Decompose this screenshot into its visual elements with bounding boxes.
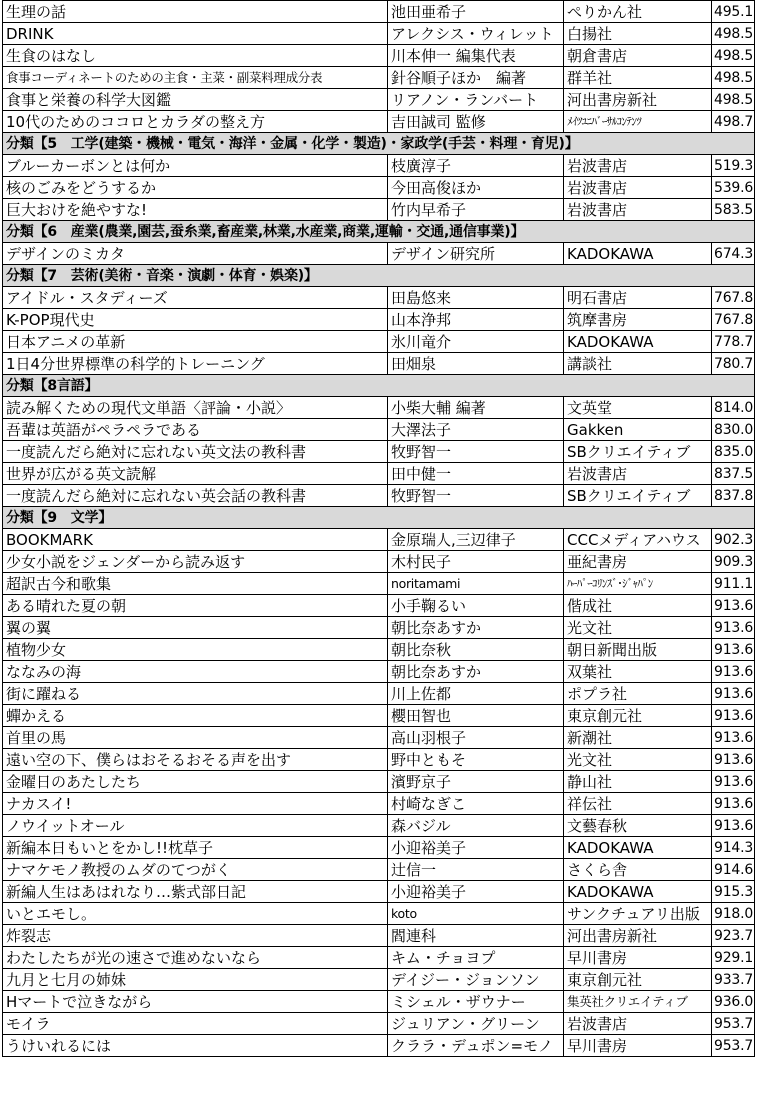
book-title-cell: 吾輩は英語がペラペラである xyxy=(3,419,388,441)
book-title-cell: 新編人生はあはれなり…紫式部日記 xyxy=(3,881,388,903)
book-publisher-cell: ぺりかん社 xyxy=(564,1,712,23)
book-ndc-number-cell: 498.5 xyxy=(712,23,755,45)
book-ndc-number-cell: 913.6 xyxy=(712,749,755,771)
book-title-cell: ある晴れた夏の朝 xyxy=(3,595,388,617)
book-ndc-number-cell: 778.7 xyxy=(712,331,755,353)
book-author-cell: 櫻田智也 xyxy=(388,705,564,727)
book-publisher-cell: KADOKAWA xyxy=(564,243,712,265)
book-publisher-cell: KADOKAWA xyxy=(564,837,712,859)
book-author-cell: 田畑泉 xyxy=(388,353,564,375)
book-publisher-cell: 岩波書店 xyxy=(564,155,712,177)
book-author-cell: デイジー・ジョンソン xyxy=(388,969,564,991)
book-ndc-number-cell: 837.8 xyxy=(712,485,755,507)
book-ndc-number-cell: 913.6 xyxy=(712,595,755,617)
book-row xyxy=(3,551,755,573)
book-row xyxy=(3,749,755,771)
book-row xyxy=(3,661,755,683)
book-publisher-cell: 朝倉書店 xyxy=(564,45,712,67)
book-ndc-number-cell: 767.8 xyxy=(712,287,755,309)
book-title-cell: 生食のはなし xyxy=(3,45,388,67)
book-title-cell: うけいれるには xyxy=(3,1035,388,1057)
book-title-cell: デザインのミカタ xyxy=(3,243,388,265)
book-title-cell: 遠い空の下、僕らはおそるおそる声を出す xyxy=(3,749,388,771)
book-author-cell: 朝比奈秋 xyxy=(388,639,564,661)
book-author-cell: koto xyxy=(388,903,564,925)
category-header-row xyxy=(3,265,755,287)
book-ndc-number-cell: 911.1 xyxy=(712,573,755,595)
book-ndc-number-cell: 918.0 xyxy=(712,903,755,925)
book-title-cell: 炸裂志 xyxy=(3,925,388,947)
book-title-cell: BOOKMARK xyxy=(3,529,388,551)
book-publisher-cell: 偕成社 xyxy=(564,595,712,617)
book-publisher-cell: サンクチュアリ出版 xyxy=(564,903,712,925)
book-row xyxy=(3,111,755,133)
book-ndc-number-cell: 953.7 xyxy=(712,1035,755,1057)
book-row xyxy=(3,463,755,485)
book-ndc-number-cell: 914.6 xyxy=(712,859,755,881)
book-row xyxy=(3,287,755,309)
book-publisher-cell: 集英社クリエイティブ xyxy=(564,991,712,1013)
book-ndc-number-cell: 915.3 xyxy=(712,881,755,903)
book-row xyxy=(3,683,755,705)
book-title-cell: 一度読んだら絶対に忘れない英文法の教科書 xyxy=(3,441,388,463)
book-row xyxy=(3,617,755,639)
book-author-cell: アレクシス・ウィレット xyxy=(388,23,564,45)
book-row xyxy=(3,573,755,595)
book-row xyxy=(3,353,755,375)
book-row xyxy=(3,441,755,463)
book-row xyxy=(3,991,755,1013)
book-title-cell: 巨大おけを絶やすな! xyxy=(3,199,388,221)
book-author-cell: 辻信一 xyxy=(388,859,564,881)
book-title-cell: アイドル・スタディーズ xyxy=(3,287,388,309)
book-publisher-cell: 岩波書店 xyxy=(564,199,712,221)
book-author-cell: 今田高俊ほか xyxy=(388,177,564,199)
book-author-cell: 山本浄邦 xyxy=(388,309,564,331)
book-title-cell: 生理の話 xyxy=(3,1,388,23)
book-title-cell: ブルーカーボンとは何か xyxy=(3,155,388,177)
book-author-cell: noritamami xyxy=(388,573,564,595)
book-author-cell: 田中健一 xyxy=(388,463,564,485)
book-title-cell: 食事コーディネートのための主食・主菜・副菜料理成分表 xyxy=(3,67,388,89)
book-row xyxy=(3,969,755,991)
book-publisher-cell: 岩波書店 xyxy=(564,1013,712,1035)
book-author-cell: 濱野京子 xyxy=(388,771,564,793)
book-title-cell: 九月と七月の姉妹 xyxy=(3,969,388,991)
book-list-body xyxy=(3,1,755,1057)
book-publisher-cell: SBクリエイティブ xyxy=(564,441,712,463)
book-publisher-cell: KADOKAWA xyxy=(564,881,712,903)
book-ndc-number-cell: 498.5 xyxy=(712,67,755,89)
book-publisher-cell: SBクリエイティブ xyxy=(564,485,712,507)
category-header-row xyxy=(3,133,755,155)
book-ndc-number-cell: 913.6 xyxy=(712,705,755,727)
book-title-cell: 読み解くための現代文単語〈評論・小説〉 xyxy=(3,397,388,419)
book-row xyxy=(3,45,755,67)
book-author-cell: 金原瑞人,三辺律子 xyxy=(388,529,564,551)
book-publisher-cell: 静山社 xyxy=(564,771,712,793)
category-header-row xyxy=(3,507,755,529)
book-title-cell: 新編本日もいとをかし!!枕草子 xyxy=(3,837,388,859)
book-publisher-cell: 祥伝社 xyxy=(564,793,712,815)
book-author-cell: 川本伸一 編集代表 xyxy=(388,45,564,67)
book-ndc-number-cell: 498.5 xyxy=(712,45,755,67)
book-publisher-cell: 文英堂 xyxy=(564,397,712,419)
book-author-cell: 村崎なぎこ xyxy=(388,793,564,815)
book-title-cell: 蟬かえる xyxy=(3,705,388,727)
book-title-cell: モイラ xyxy=(3,1013,388,1035)
book-row xyxy=(3,947,755,969)
book-title-cell: 翼の翼 xyxy=(3,617,388,639)
book-title-cell: わたしたちが光の速さで進めないなら xyxy=(3,947,388,969)
book-publisher-cell: 双葉社 xyxy=(564,661,712,683)
book-ndc-number-cell: 498.7 xyxy=(712,111,755,133)
book-author-cell: リアノン・ランバート xyxy=(388,89,564,111)
category-header-row xyxy=(3,375,755,397)
book-publisher-cell: 筑摩書房 xyxy=(564,309,712,331)
book-author-cell: 牧野智一 xyxy=(388,485,564,507)
book-author-cell: キム・チョヨプ xyxy=(388,947,564,969)
book-publisher-cell: 光文社 xyxy=(564,617,712,639)
book-author-cell: 牧野智一 xyxy=(388,441,564,463)
book-title-cell: 植物少女 xyxy=(3,639,388,661)
book-title-cell: 少女小説をジェンダーから読み返す xyxy=(3,551,388,573)
book-row xyxy=(3,89,755,111)
book-title-cell: ノウイットオール xyxy=(3,815,388,837)
book-publisher-cell: CCCメディアハウス xyxy=(564,529,712,551)
book-title-cell: 超訳古今和歌集 xyxy=(3,573,388,595)
book-publisher-cell: 明石書店 xyxy=(564,287,712,309)
book-row xyxy=(3,859,755,881)
book-publisher-cell: ポプラ社 xyxy=(564,683,712,705)
book-ndc-number-cell: 929.1 xyxy=(712,947,755,969)
book-row xyxy=(3,309,755,331)
book-title-cell: 金曜日のあたしたち xyxy=(3,771,388,793)
book-row xyxy=(3,925,755,947)
book-author-cell: 朝比奈あすか xyxy=(388,617,564,639)
book-row xyxy=(3,331,755,353)
book-title-cell: いとエモし。 xyxy=(3,903,388,925)
book-publisher-cell: さくら舎 xyxy=(564,859,712,881)
book-title-cell: 食事と栄養の科学大図鑑 xyxy=(3,89,388,111)
category-label: 分類【5 工学(建築・機械・電気・海洋・金属・化学・製造)・家政学(手芸・料理・育児)】 xyxy=(3,133,755,155)
book-author-cell: 吉田誠司 監修 xyxy=(388,111,564,133)
book-ndc-number-cell: 837.5 xyxy=(712,463,755,485)
book-publisher-cell: 早川書房 xyxy=(564,947,712,969)
book-author-cell: 閻連科 xyxy=(388,925,564,947)
book-publisher-cell: 白揚社 xyxy=(564,23,712,45)
book-title-cell: 一度読んだら絶対に忘れない英会話の教科書 xyxy=(3,485,388,507)
book-row xyxy=(3,639,755,661)
book-publisher-cell: 亜紀書房 xyxy=(564,551,712,573)
book-publisher-cell: 早川書房 xyxy=(564,1035,712,1057)
category-label: 分類【9 文学】 xyxy=(3,507,755,529)
book-ndc-number-cell: 902.3 xyxy=(712,529,755,551)
book-author-cell: 木村民子 xyxy=(388,551,564,573)
book-row xyxy=(3,419,755,441)
book-author-cell: デザイン研究所 xyxy=(388,243,564,265)
book-row xyxy=(3,705,755,727)
book-ndc-number-cell: 814.0 xyxy=(712,397,755,419)
book-author-cell: 野中ともそ xyxy=(388,749,564,771)
book-title-cell: 首里の馬 xyxy=(3,727,388,749)
book-ndc-number-cell: 913.6 xyxy=(712,727,755,749)
book-ndc-number-cell: 923.7 xyxy=(712,925,755,947)
book-row xyxy=(3,881,755,903)
category-label: 分類【7 芸術(美術・音楽・演劇・体育・娯楽)】 xyxy=(3,265,755,287)
book-title-cell: 日本アニメの革新 xyxy=(3,331,388,353)
book-row xyxy=(3,1035,755,1057)
book-ndc-number-cell: 835.0 xyxy=(712,441,755,463)
book-row xyxy=(3,727,755,749)
book-title-cell: 世界が広がる英文読解 xyxy=(3,463,388,485)
book-ndc-number-cell: 936.0 xyxy=(712,991,755,1013)
book-row xyxy=(3,771,755,793)
book-ndc-number-cell: 539.6 xyxy=(712,177,755,199)
book-title-cell: 1日4分世界標準の科学的トレーニング xyxy=(3,353,388,375)
book-ndc-number-cell: 913.6 xyxy=(712,793,755,815)
book-publisher-cell: ﾊｰﾊﾟｰｺﾘﾝｽﾞ･ｼﾞｬﾊﾟﾝ xyxy=(564,573,712,595)
book-ndc-number-cell: 909.3 xyxy=(712,551,755,573)
book-publisher-cell: 新潮社 xyxy=(564,727,712,749)
book-row xyxy=(3,199,755,221)
book-row xyxy=(3,155,755,177)
book-ndc-number-cell: 830.0 xyxy=(712,419,755,441)
book-author-cell: クララ・デュポン=モノ xyxy=(388,1035,564,1057)
book-ndc-number-cell: 583.5 xyxy=(712,199,755,221)
book-ndc-number-cell: 913.6 xyxy=(712,771,755,793)
book-ndc-number-cell: 913.6 xyxy=(712,815,755,837)
book-row xyxy=(3,837,755,859)
book-title-cell: ナカスイ! xyxy=(3,793,388,815)
book-title-cell: 核のごみをどうするか xyxy=(3,177,388,199)
book-author-cell: 竹内早希子 xyxy=(388,199,564,221)
book-ndc-number-cell: 913.6 xyxy=(712,683,755,705)
book-title-cell: DRINK xyxy=(3,23,388,45)
book-ndc-number-cell: 780.7 xyxy=(712,353,755,375)
book-title-cell: ななみの海 xyxy=(3,661,388,683)
book-author-cell: 針谷順子ほか 編著 xyxy=(388,67,564,89)
book-author-cell: 高山羽根子 xyxy=(388,727,564,749)
book-row xyxy=(3,243,755,265)
book-ndc-number-cell: 953.7 xyxy=(712,1013,755,1035)
book-ndc-number-cell: 495.1 xyxy=(712,1,755,23)
book-publisher-cell: 文藝春秋 xyxy=(564,815,712,837)
book-row xyxy=(3,1,755,23)
book-ndc-number-cell: 674.3 xyxy=(712,243,755,265)
book-title-cell: 街に躍ねる xyxy=(3,683,388,705)
book-row xyxy=(3,177,755,199)
book-ndc-number-cell: 913.6 xyxy=(712,661,755,683)
book-row xyxy=(3,1013,755,1035)
book-row xyxy=(3,793,755,815)
book-publisher-cell: 岩波書店 xyxy=(564,177,712,199)
book-publisher-cell: 講談社 xyxy=(564,353,712,375)
book-title-cell: 10代のためのココロとカラダの整え方 xyxy=(3,111,388,133)
book-author-cell: 枝廣淳子 xyxy=(388,155,564,177)
book-row xyxy=(3,529,755,551)
book-row xyxy=(3,595,755,617)
book-ndc-number-cell: 913.6 xyxy=(712,639,755,661)
book-ndc-number-cell: 933.7 xyxy=(712,969,755,991)
book-ndc-number-cell: 498.5 xyxy=(712,89,755,111)
book-row xyxy=(3,23,755,45)
book-author-cell: 小迎裕美子 xyxy=(388,837,564,859)
book-author-cell: ミシェル・ザウナー xyxy=(388,991,564,1013)
book-publisher-cell: 東京創元社 xyxy=(564,705,712,727)
book-publisher-cell: 河出書房新社 xyxy=(564,89,712,111)
book-author-cell: ジュリアン・グリーン xyxy=(388,1013,564,1035)
book-publisher-cell: 光文社 xyxy=(564,749,712,771)
book-publisher-cell: 岩波書店 xyxy=(564,463,712,485)
book-publisher-cell: 朝日新聞出版 xyxy=(564,639,712,661)
book-row xyxy=(3,815,755,837)
book-ndc-number-cell: 913.6 xyxy=(712,617,755,639)
book-title-cell: Hマートで泣きながら xyxy=(3,991,388,1013)
book-publisher-cell: 群羊社 xyxy=(564,67,712,89)
book-author-cell: 小迎裕美子 xyxy=(388,881,564,903)
category-label: 分類【8言語】 xyxy=(3,375,755,397)
book-author-cell: 森バジル xyxy=(388,815,564,837)
book-publisher-cell: 東京創元社 xyxy=(564,969,712,991)
book-author-cell: 川上佐都 xyxy=(388,683,564,705)
book-row xyxy=(3,397,755,419)
book-author-cell: 大澤法子 xyxy=(388,419,564,441)
book-author-cell: 氷川竜介 xyxy=(388,331,564,353)
book-row xyxy=(3,903,755,925)
category-label: 分類【6 産業(農業,園芸,蚕糸業,畜産業,林業,水産業,商業,運輸・交通,通信事業)】 xyxy=(3,221,755,243)
book-row xyxy=(3,67,755,89)
book-author-cell: 小手鞠るい xyxy=(388,595,564,617)
book-author-cell: 小柴大輔 編著 xyxy=(388,397,564,419)
book-title-cell: K-POP現代史 xyxy=(3,309,388,331)
book-list-table xyxy=(2,0,755,1057)
book-publisher-cell: ﾒｲﾂﾕﾆﾊﾞｰｻﾙｺﾝﾃﾝﾂ xyxy=(564,111,712,133)
book-author-cell: 田島悠来 xyxy=(388,287,564,309)
book-ndc-number-cell: 519.3 xyxy=(712,155,755,177)
book-ndc-number-cell: 767.8 xyxy=(712,309,755,331)
book-publisher-cell: Gakken xyxy=(564,419,712,441)
category-header-row xyxy=(3,221,755,243)
book-ndc-number-cell: 914.3 xyxy=(712,837,755,859)
book-publisher-cell: KADOKAWA xyxy=(564,331,712,353)
book-author-cell: 池田亜希子 xyxy=(388,1,564,23)
book-title-cell: ナマケモノ教授のムダのてつがく xyxy=(3,859,388,881)
book-row xyxy=(3,485,755,507)
book-author-cell: 朝比奈あすか xyxy=(388,661,564,683)
book-publisher-cell: 河出書房新社 xyxy=(564,925,712,947)
